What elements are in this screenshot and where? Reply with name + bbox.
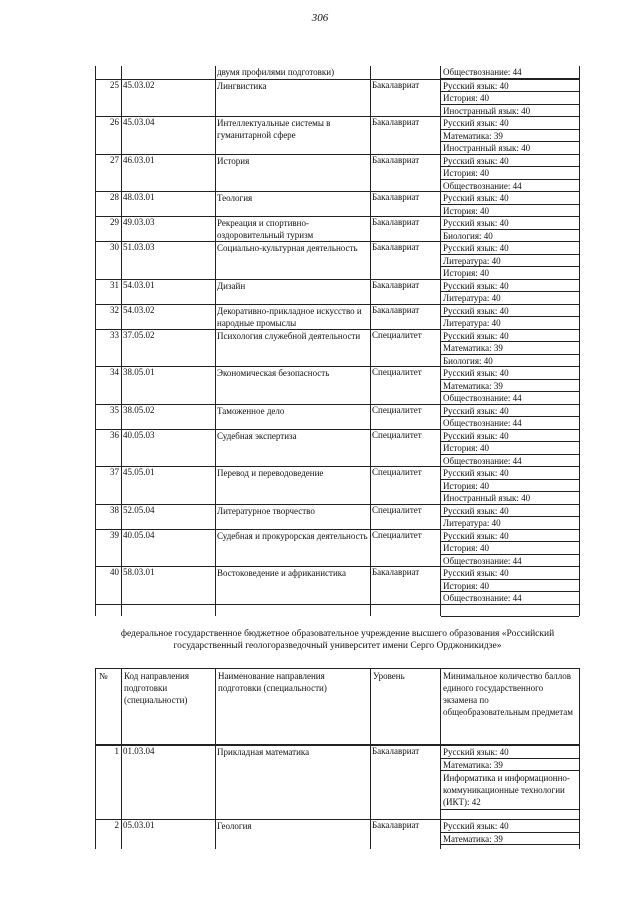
row-code: 49.03.03 bbox=[121, 216, 215, 241]
university-title: федеральное государственное бюджетное образовательное учреждение высшего образования «Российский государственный геологоразведочный университет имени Серго Орджоникидзе» bbox=[120, 629, 555, 651]
row-subjects bbox=[440, 66, 580, 79]
row-level: Специалитет bbox=[370, 466, 440, 504]
subject-score: Математика: 39 bbox=[441, 380, 579, 393]
row-level: Бакалавриат bbox=[370, 304, 440, 329]
table-row bbox=[95, 216, 580, 241]
row-program-name: Перевод и переводоведение bbox=[215, 466, 370, 504]
table-row bbox=[95, 604, 580, 617]
row-level: Специалитет bbox=[370, 329, 440, 367]
row-code: 05.03.01 bbox=[121, 819, 215, 849]
row-number: 30 bbox=[95, 241, 121, 279]
table-row bbox=[95, 66, 580, 79]
table-row bbox=[95, 529, 580, 567]
row-number: 26 bbox=[95, 116, 121, 154]
row-subjects bbox=[440, 604, 580, 617]
subject-score: Обществознание: 44 bbox=[441, 392, 579, 405]
row-program-name: Таможенное дело bbox=[215, 404, 370, 429]
row-number: 37 bbox=[95, 466, 121, 504]
subject-score: Русский язык: 40 bbox=[441, 467, 579, 480]
row-level: Бакалавриат bbox=[370, 116, 440, 154]
table-row bbox=[95, 819, 580, 849]
header-code: Код направления подготовки (специальности) bbox=[121, 668, 215, 745]
subject-score: Русский язык: 40 bbox=[441, 280, 579, 293]
subject-score: Обществознание: 44 bbox=[441, 592, 579, 605]
row-number: 2 bbox=[95, 819, 121, 849]
subject-score: История: 40 bbox=[441, 267, 579, 280]
row-level: Бакалавриат bbox=[370, 79, 440, 117]
row-program-name: Прикладная математика bbox=[215, 745, 370, 819]
row-subjects bbox=[440, 529, 580, 567]
row-program-name: Экономическая безопасность bbox=[215, 366, 370, 404]
row-program-name: Геология bbox=[215, 819, 370, 849]
table-row bbox=[95, 745, 580, 819]
row-program-name: Судебная и прокурорская деятельность bbox=[215, 529, 370, 567]
subject-score: Обществознание: 44 bbox=[441, 66, 579, 79]
row-number: 32 bbox=[95, 304, 121, 329]
row-program-name bbox=[215, 604, 370, 617]
row-program-name: Психология служебной деятельности bbox=[215, 329, 370, 367]
row-subjects bbox=[440, 466, 580, 504]
row-code: 54.03.02 bbox=[121, 304, 215, 329]
row-number bbox=[95, 66, 121, 79]
subject-score: Математика: 39 bbox=[441, 130, 579, 143]
subject-score: Обществознание: 44 bbox=[441, 180, 579, 193]
subject-score: Обществознание: 44 bbox=[441, 417, 579, 430]
subject-score: Русский язык: 40 bbox=[441, 505, 579, 518]
row-level: Бакалавриат bbox=[370, 279, 440, 304]
subject-score: Обществознание: 44 bbox=[441, 455, 579, 468]
subject-score: Русский язык: 40 bbox=[441, 430, 579, 443]
row-level: Бакалавриат bbox=[370, 191, 440, 216]
row-code: 38.05.02 bbox=[121, 404, 215, 429]
row-code: 01.03.04 bbox=[121, 745, 215, 819]
row-code: 40.05.04 bbox=[121, 529, 215, 567]
row-number: 29 bbox=[95, 216, 121, 241]
subject-score: Обществознание: 44 bbox=[441, 555, 579, 568]
row-subjects bbox=[440, 304, 580, 329]
row-program-name: Судебная экспертиза bbox=[215, 429, 370, 467]
row-number: 27 bbox=[95, 154, 121, 192]
row-level: Бакалавриат bbox=[370, 745, 440, 819]
subject-score: Русский язык: 40 bbox=[441, 192, 579, 205]
page-number: 306 bbox=[311, 12, 329, 24]
subject-score: Математика: 39 bbox=[441, 759, 579, 772]
table-row bbox=[95, 329, 580, 367]
subject-score: Русский язык: 40 bbox=[441, 80, 579, 93]
subject-score: Математика: 39 bbox=[441, 833, 579, 846]
table-row bbox=[95, 429, 580, 467]
row-program-name: Рекреация и спортивно-оздоровительный туризм bbox=[215, 216, 370, 241]
subject-score: Биология: 40 bbox=[441, 355, 579, 368]
row-subjects bbox=[440, 329, 580, 367]
subject-score: Литература: 40 bbox=[441, 517, 579, 530]
subject-score: Русский язык: 40 bbox=[441, 746, 579, 759]
row-number bbox=[95, 604, 121, 617]
subject-score: Биология: 40 bbox=[441, 230, 579, 243]
table-header bbox=[95, 668, 580, 745]
subject-score: Русский язык: 40 bbox=[441, 405, 579, 418]
row-level: Специалитет bbox=[370, 429, 440, 467]
row-number: 31 bbox=[95, 279, 121, 304]
header-name: Наименование направления подготовки (специальности) bbox=[215, 668, 370, 745]
row-program-name: История bbox=[215, 154, 370, 192]
subject-score: История: 40 bbox=[441, 205, 579, 218]
row-subjects bbox=[440, 79, 580, 117]
row-level: Бакалавриат bbox=[370, 154, 440, 192]
subject-score: Русский язык: 40 bbox=[441, 155, 579, 168]
row-level bbox=[370, 604, 440, 617]
row-code: 45.03.04 bbox=[121, 116, 215, 154]
subject-score: Русский язык: 40 bbox=[441, 242, 579, 255]
subject-score: История: 40 bbox=[441, 580, 579, 593]
row-level: Бакалавриат bbox=[370, 241, 440, 279]
header-num: № bbox=[95, 668, 121, 745]
subject-score: История: 40 bbox=[441, 542, 579, 555]
table-row bbox=[95, 79, 580, 117]
header-subjects: Минимальное количество баллов единого государственного экзамена по общеобразовательным предметам bbox=[440, 668, 580, 745]
row-subjects bbox=[440, 216, 580, 241]
row-level: Бакалавриат bbox=[370, 216, 440, 241]
row-program-name: Литературное творчество bbox=[215, 504, 370, 529]
subject-score: История: 40 bbox=[441, 480, 579, 493]
row-number: 1 bbox=[95, 745, 121, 819]
row-level: Специалитет bbox=[370, 504, 440, 529]
subject-score: Информатика и информационно-коммуникационные технологии (ИКТ): 42 bbox=[441, 771, 579, 810]
subject-score: Русский язык: 40 bbox=[441, 305, 579, 318]
subject-score: Литература: 40 bbox=[441, 255, 579, 268]
row-level: Специалитет bbox=[370, 529, 440, 567]
row-code: 37.05.02 bbox=[121, 329, 215, 367]
row-code: 58.03.01 bbox=[121, 566, 215, 604]
table-row bbox=[95, 504, 580, 529]
table-row bbox=[95, 304, 580, 329]
row-subjects bbox=[440, 566, 580, 604]
subject-score: Литература: 40 bbox=[441, 292, 579, 305]
row-number: 38 bbox=[95, 504, 121, 529]
row-subjects bbox=[440, 504, 580, 529]
row-level: Специалитет bbox=[370, 404, 440, 429]
row-level: Бакалавриат bbox=[370, 566, 440, 604]
table-row bbox=[95, 116, 580, 154]
row-code: 38.05.01 bbox=[121, 366, 215, 404]
row-code: 52.05.04 bbox=[121, 504, 215, 529]
row-subjects bbox=[440, 154, 580, 192]
subject-score: История: 40 bbox=[441, 167, 579, 180]
subject-score: Иностранный язык: 40 bbox=[441, 492, 579, 505]
row-number: 34 bbox=[95, 366, 121, 404]
row-code: 51.03.03 bbox=[121, 241, 215, 279]
row-code: 45.03.02 bbox=[121, 79, 215, 117]
table-row bbox=[95, 566, 580, 604]
row-program-name: Интеллектуальные системы в гуманитарной сфере bbox=[215, 116, 370, 154]
subject-score: Русский язык: 40 bbox=[441, 820, 579, 833]
row-subjects bbox=[440, 366, 580, 404]
row-level: Бакалавриат bbox=[370, 819, 440, 849]
subject-score: Русский язык: 40 bbox=[441, 567, 579, 580]
subject-score: Русский язык: 40 bbox=[441, 117, 579, 130]
row-level: Специалитет bbox=[370, 366, 440, 404]
subject-score: История: 40 bbox=[441, 442, 579, 455]
table-row bbox=[95, 154, 580, 192]
table-row bbox=[95, 191, 580, 216]
row-program-name: Декоративно-прикладное искусство и народные промыслы bbox=[215, 304, 370, 329]
row-program-name: Дизайн bbox=[215, 279, 370, 304]
row-code bbox=[121, 604, 215, 617]
row-subjects bbox=[440, 191, 580, 216]
subject-score: Математика: 39 bbox=[441, 342, 579, 355]
row-subjects bbox=[440, 819, 580, 849]
subject-score bbox=[441, 605, 579, 618]
row-number: 36 bbox=[95, 429, 121, 467]
table-row bbox=[95, 466, 580, 504]
subject-score: Иностранный язык: 40 bbox=[441, 105, 579, 118]
row-code: 48.03.01 bbox=[121, 191, 215, 216]
subject-score: Русский язык: 40 bbox=[441, 530, 579, 543]
subject-score: Иностранный язык: 40 bbox=[441, 142, 579, 155]
row-subjects bbox=[440, 241, 580, 279]
row-subjects bbox=[440, 429, 580, 467]
row-program-name: Лингвистика bbox=[215, 79, 370, 117]
subject-score: Русский язык: 40 bbox=[441, 217, 579, 230]
header-level: Уровень bbox=[370, 668, 440, 745]
row-code bbox=[121, 66, 215, 79]
row-subjects bbox=[440, 279, 580, 304]
row-program-name: Теология bbox=[215, 191, 370, 216]
table-row bbox=[95, 404, 580, 429]
row-number: 33 bbox=[95, 329, 121, 367]
row-program-name: Востоковедение и африканистика bbox=[215, 566, 370, 604]
row-subjects bbox=[440, 116, 580, 154]
row-number: 28 bbox=[95, 191, 121, 216]
subject-score: Литература: 40 bbox=[441, 317, 579, 330]
row-code: 54.03.01 bbox=[121, 279, 215, 304]
subject-score: Русский язык: 40 bbox=[441, 367, 579, 380]
row-program-name: двумя профилями подготовки) bbox=[215, 66, 370, 79]
row-level bbox=[370, 66, 440, 79]
row-code: 40.05.03 bbox=[121, 429, 215, 467]
row-subjects bbox=[440, 745, 580, 819]
row-subjects bbox=[440, 404, 580, 429]
row-program-name: Социально-культурная деятельность bbox=[215, 241, 370, 279]
row-number: 39 bbox=[95, 529, 121, 567]
row-number: 35 bbox=[95, 404, 121, 429]
row-code: 45.05.01 bbox=[121, 466, 215, 504]
subject-score: Русский язык: 40 bbox=[441, 330, 579, 343]
table-row bbox=[95, 279, 580, 304]
row-code: 46.03.01 bbox=[121, 154, 215, 192]
subject-score: История: 40 bbox=[441, 92, 579, 105]
table-row bbox=[95, 241, 580, 279]
table-row bbox=[95, 366, 580, 404]
row-number: 40 bbox=[95, 566, 121, 604]
row-number: 25 bbox=[95, 79, 121, 117]
